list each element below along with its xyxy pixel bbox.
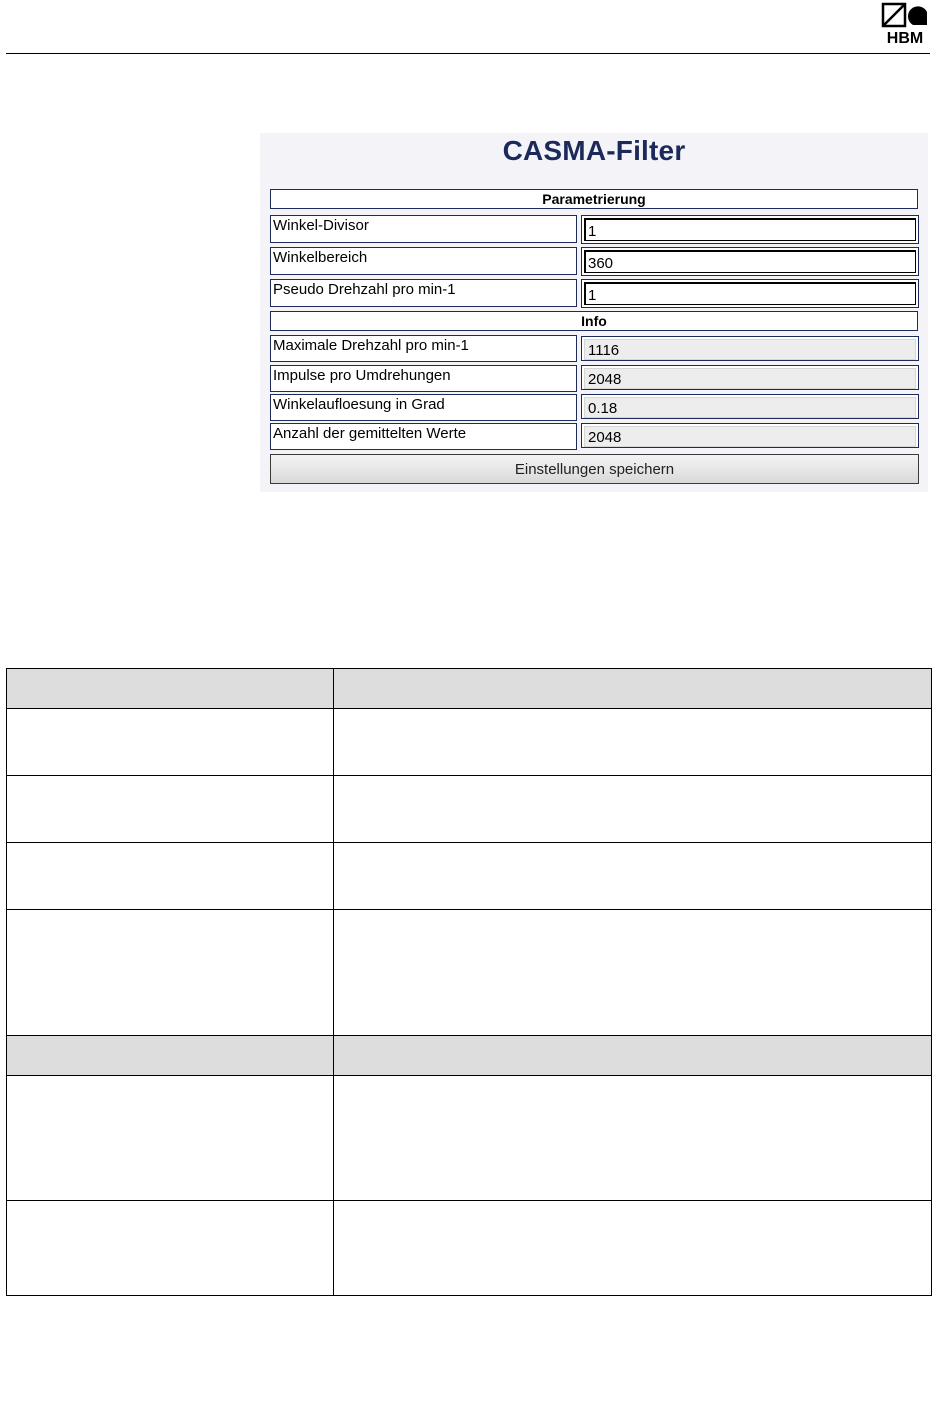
table-row — [7, 709, 932, 776]
param-label-winkelbereich: Winkelbereich — [270, 247, 577, 275]
table-cell — [7, 776, 334, 843]
param-cell-pseudo-drehzahl — [581, 279, 919, 308]
table-cell — [334, 1036, 932, 1076]
param-cell-winkel-divisor — [581, 215, 919, 244]
save-settings-button[interactable]: Einstellungen speichern — [270, 454, 919, 484]
info-label-winkelaufloesung: Winkelaufloesung in Grad — [270, 394, 577, 421]
table-row — [7, 910, 932, 1036]
info-label-max-drehzahl: Maximale Drehzahl pro min-1 — [270, 335, 577, 362]
table-cell — [7, 843, 334, 910]
section-header-info: Info — [270, 311, 918, 331]
table-cell — [7, 1036, 334, 1076]
table-cell — [7, 910, 334, 1036]
table-cell — [334, 1201, 932, 1296]
table-header-row — [7, 669, 932, 709]
table-cell — [334, 709, 932, 776]
table-cell — [7, 1201, 334, 1296]
info-cell-max-drehzahl — [581, 336, 919, 361]
param-label-winkel-divisor: Winkel-Divisor — [270, 215, 577, 243]
param-label-pseudo-drehzahl: Pseudo Drehzahl pro min-1 — [270, 279, 577, 307]
table-row — [7, 1201, 932, 1296]
table-cell — [334, 843, 932, 910]
param-cell-winkelbereich — [581, 247, 919, 276]
table-header-row — [7, 1036, 932, 1076]
hbm-logo — [880, 2, 930, 46]
panel-title: CASMA-Filter — [502, 135, 686, 166]
table-cell — [334, 669, 932, 709]
table-row — [7, 1076, 932, 1201]
max-drehzahl-value: 1116 — [584, 339, 916, 360]
table-cell — [7, 1076, 334, 1201]
winkelbereich-input[interactable] — [584, 250, 916, 273]
info-cell-impulse — [581, 365, 919, 390]
header-divider — [6, 53, 930, 54]
table-cell — [7, 669, 334, 709]
table-row — [7, 843, 932, 910]
info-label-anzahl-werte: Anzahl der gemittelten Werte — [270, 423, 577, 450]
anzahl-werte-value: 2048 — [584, 426, 916, 447]
svg-text:HBM: HBM — [886, 30, 924, 46]
impulse-value: 2048 — [584, 368, 916, 389]
info-cell-winkelaufloesung — [581, 394, 919, 419]
table-cell — [334, 776, 932, 843]
table-cell — [334, 1076, 932, 1201]
table-cell — [334, 910, 932, 1036]
section-header-parametrierung: Parametrierung — [270, 189, 918, 209]
winkel-divisor-input[interactable] — [584, 218, 916, 241]
table-cell — [7, 709, 334, 776]
info-cell-anzahl-werte — [581, 423, 919, 448]
parameter-description-table — [6, 668, 932, 1296]
casma-filter-panel — [260, 133, 928, 492]
table-row — [7, 776, 932, 843]
info-label-impulse: Impulse pro Umdrehungen — [270, 365, 577, 392]
winkelaufloesung-value: 0.18 — [584, 397, 916, 418]
pseudo-drehzahl-input[interactable] — [584, 282, 916, 305]
